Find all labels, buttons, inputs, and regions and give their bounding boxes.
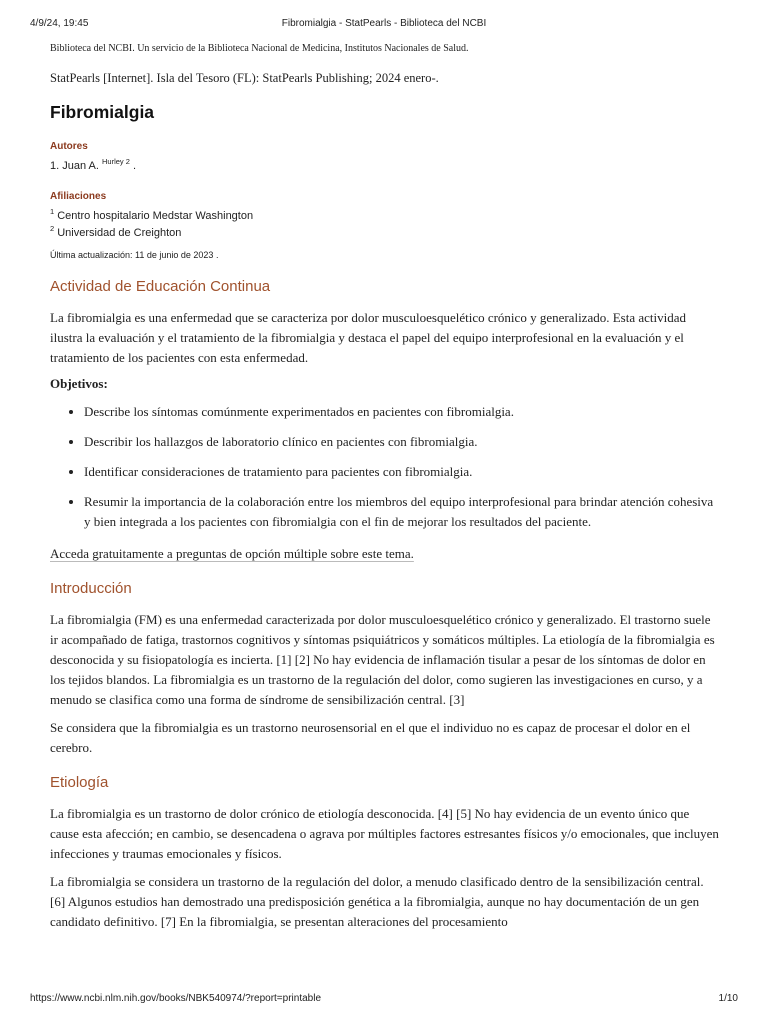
affiliations-list: [50, 208, 720, 242]
etiology-paragraph: La fibromialgia se considera un trastorno de la regulación del dolor, a menudo clasificado dentro de la sensibilización central. [6] Algunos estudios han demostrado una predisposición genética a la fibromialgia, aunque no hay documentación de un gen candidato definitivo. [7] En la fibromialgia, se presentan alteraciones del procesamiento: [50, 874, 704, 929]
affiliations-label: Afiliaciones: [50, 191, 107, 202]
article: [50, 42, 720, 940]
author-tail: .: [133, 160, 137, 172]
intro-paragraph: Se considera que la fibromialgia es un trastorno neurosensorial en el que el individuo no es capaz de procesar el dolor en el cerebro.: [50, 720, 691, 755]
section-heading-etiology: Etiología: [50, 774, 109, 791]
objectives-list: [50, 402, 720, 532]
ncbi-banner: Biblioteca del NCBI. Un servicio de la Biblioteca Nacional de Medicina, Institutos Nacionales de Salud.: [50, 43, 469, 54]
etiology-paragraph: La fibromialgia es un trastorno de dolor crónico de etiología desconocida. [4] [5] No hay evidencia de un evento único que cause esta afección; en cambio, se desencadena o agrava por múltiples factores estresantes físicos y/o emocionales, que incluyen infecciones y traumas emocionales y físicos.: [50, 806, 719, 861]
objective-item: • Identificar consideraciones de tratamiento para pacientes con fibromialgia.: [84, 462, 720, 482]
intro-paragraph: La fibromialgia (FM) es una enfermedad caracterizada por dolor musculoesquelético crónico y generalizado. El trastorno suele ir acompañado de fatiga, trastornos cognitivos y síntomas psiquiátricos y somáticos múltiples. La etiología de la fibromialgia es desconocida y su fisiopatología es incierta. [1] [2] No hay evidencia de inflamación tisular a pesar de los síntomas de dolor en los tejidos blandos. La fibromialgia es un trastorno de la regulación del dolor, como sugieren las investigaciones en curso, y a menudo se clasifica como una forma de síndrome de sensibilización central. [3]: [50, 612, 715, 707]
objective-item: • Describir los hallazgos de laboratorio clínico en pacientes con fibromialgia.: [84, 432, 720, 452]
print-url: https://www.ncbi.nlm.nih.gov/books/NBK540974/?report=printable: [30, 993, 322, 1004]
authors-label: Autores: [50, 141, 88, 152]
affiliation-text: Universidad de Creighton: [57, 227, 182, 239]
cme-intro: La fibromialgia es una enfermedad que se caracteriza por dolor musculoesquelético crónico y generalizado. Esta actividad ilustra la evaluación y el tratamiento de la fibromialgia y destaca el papel del equipo interprofesional en la evaluación y el tratamiento de los pacientes con esta enfermedad.: [50, 310, 686, 365]
print-datetime: 4/9/24, 19:45: [30, 18, 89, 29]
affiliation-item: [50, 208, 720, 225]
objectives-label: Objetivos:: [50, 376, 108, 391]
objective-item: • Resumir la importancia de la colaboración entre los miembros del equipo interprofesional para brindar atención cohesiva y bien integrada a los pacientes con fibromialgia con el fin de mejorar los resultados del paciente.: [84, 492, 720, 532]
last-updated: Última actualización: 11 de junio de 2023 .: [50, 250, 219, 260]
affiliation-sup: 2: [50, 224, 55, 233]
print-header: [30, 18, 738, 32]
affiliation-text: Centro hospitalario Medstar Washington: [57, 210, 254, 222]
section-heading-introduction: Introducción: [50, 580, 132, 597]
author-name[interactable]: 1. Juan A.: [50, 160, 99, 172]
affiliation-item: [50, 225, 720, 242]
section-heading-cme: Actividad de Educación Continua: [50, 278, 271, 295]
print-page-number: 1/10: [718, 993, 738, 1004]
print-page-title: Fibromialgia - StatPearls - Biblioteca del NCBI: [281, 18, 487, 29]
print-footer: [30, 993, 738, 1007]
objective-item: • Describe los síntomas comúnmente experimentados en pacientes con fibromialgia.: [84, 402, 720, 422]
page-title: Fibromialgia: [50, 102, 155, 122]
author-sup: Hurley 2: [102, 157, 130, 166]
free-questions-link[interactable]: Acceda gratuitamente a preguntas de opción múltiple sobre este tema.: [50, 546, 414, 561]
citation: StatPearls [Internet]. Isla del Tesoro (FL): StatPearls Publishing; 2024 enero-.: [50, 71, 439, 85]
affiliation-sup: 1: [50, 207, 55, 216]
authors-entry: [50, 158, 720, 175]
